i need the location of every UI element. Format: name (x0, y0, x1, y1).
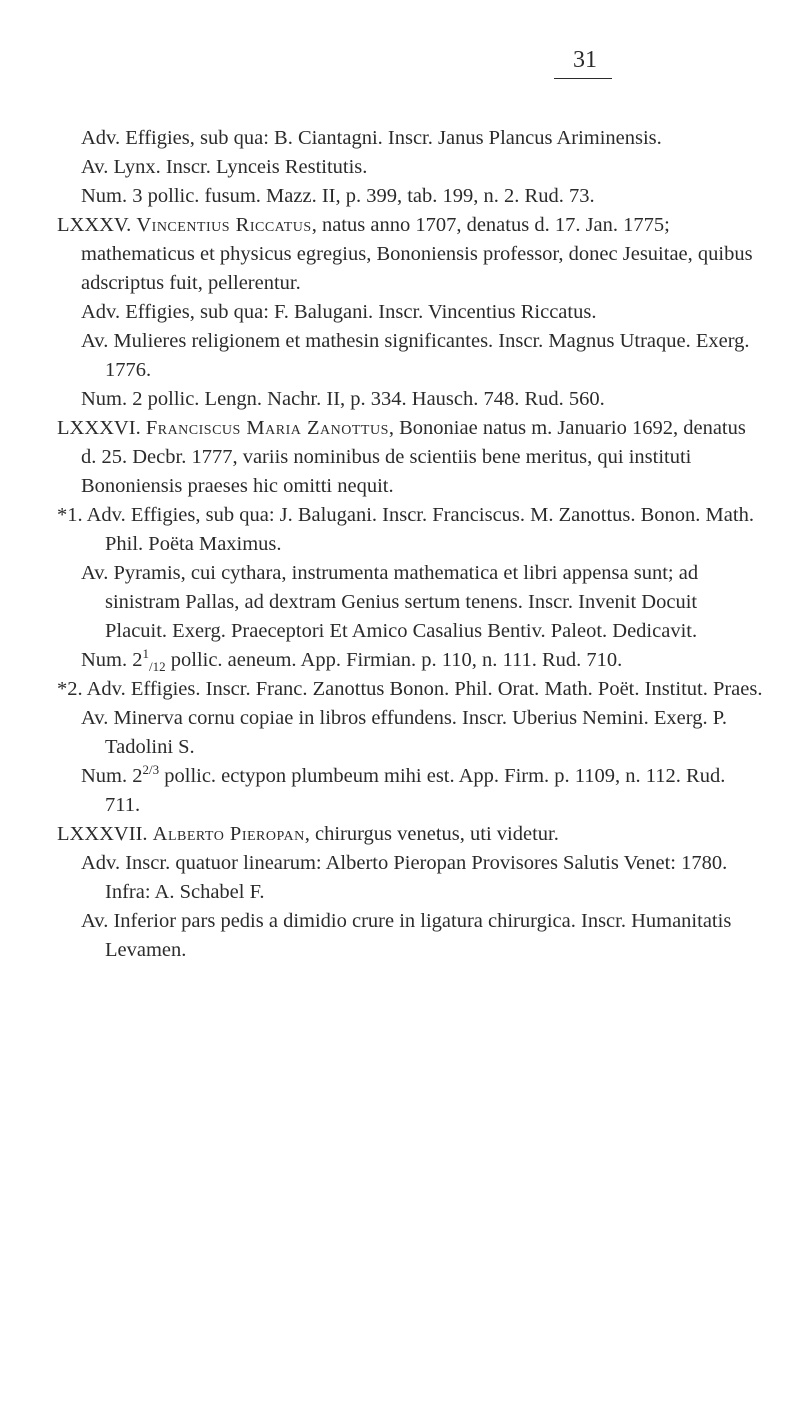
section-description: , chirurgus venetus, uti videtur. (304, 823, 559, 845)
entry-line: Num. 2 pollic. Lengn. Nachr. II, p. 334. Hausch. 748. Rud. 560. (81, 388, 605, 410)
entry-line: Adv. Effigies, sub qua: F. Balugani. Inscr. Vincentius Riccatus. (81, 301, 597, 323)
entry-line (0, 646, 764, 675)
section-person-name: Alberto Pieropan (152, 823, 305, 845)
entry-line: Av. Minerva cornu copiae in libros effundens. Inscr. Uberius Nemini. Exerg. P. Tadolini S. (81, 707, 727, 758)
section-description: , natus anno 1707, denatus d. 17. Jan. 1775; mathematicus et physicus egregius, Bononiensis professor, donec Jesuitae, quibus adscriptus fuit, pellerentur. (81, 214, 753, 294)
entry-text: Num. 2 (81, 765, 143, 787)
fraction-denominator: /12 (149, 659, 166, 675)
entry-text: Adv. Effigies. Inscr. Franc. Zanottus Bonon. Phil. Orat. Math. Poët. Institut. Praes. (86, 678, 763, 700)
entry-line: Adv. Effigies, sub qua: B. Ciantagni. Inscr. Janus Plancus Ariminensis. (81, 127, 662, 149)
entry-line: Num. 3 pollic. fusum. Mazz. II, p. 399, tab. 199, n. 2. Rud. 73. (81, 185, 595, 207)
entry-line: Av. Lynx. Inscr. Lynceis Restitutis. (81, 156, 368, 178)
page-number: 31 (573, 47, 597, 73)
section-heading (0, 414, 764, 501)
entry-number: *2. (57, 678, 83, 700)
section-number: LXXXV. (57, 214, 132, 236)
numbered-entry (0, 675, 764, 704)
page-body (0, 124, 800, 965)
section-heading (0, 820, 764, 849)
entry-line: Av. Pyramis, cui cythara, instrumenta mathematica et libri appensa sunt; ad sinistram Pallas, ad dextram Genius sertum tenens. Inscr. Invenit Docuit Placuit. Exerg. Praeceptori Et Amico Casalius Bentiv. Paleot. Dedicavit. (81, 562, 699, 642)
entry-text: Num. 2 (81, 649, 143, 671)
entry-number: *1. (57, 504, 83, 526)
entry-text: Adv. Effigies, sub qua: J. Balugani. Inscr. Franciscus. M. Zanottus. Bonon. Math. Phil. Poëta Maximus. (86, 504, 754, 555)
entry-line (0, 762, 764, 820)
section-number: LXXXVII. (57, 823, 148, 845)
entry-text: pollic. ectypon plumbeum mihi est. App. Firm. p. 1109, n. 112. Rud. 711. (105, 765, 726, 816)
entry-line: Av. Inferior pars pedis a dimidio crure in ligatura chirurgica. Inscr. Humanitatis Levamen. (81, 910, 732, 961)
entry-line: Adv. Inscr. quatuor linearum: Alberto Pieropan Provisores Salutis Venet: 1780. Infra: A. Schabel F. (81, 852, 728, 903)
numbered-entry (0, 501, 764, 559)
entry-text: pollic. aeneum. App. Firmian. p. 110, n. 111. Rud. 710. (165, 649, 623, 671)
page-number-rule (554, 78, 612, 79)
section-heading (0, 211, 764, 298)
section-description: , Bononiae natus m. Januario 1692, denatus d. 25. Decbr. 1777, variis nominibus de scientiis bene meritus, qui instituti Bononiensis praeses hic omitti nequit. (81, 417, 746, 497)
section-number: LXXXVI. (57, 417, 141, 439)
section-person-name: Franciscus Maria Zanottus (145, 417, 389, 439)
section-person-name: Vincentius Riccatus (136, 214, 312, 236)
fraction: 2/3 (142, 762, 160, 778)
fraction-numerator: 1 (142, 646, 149, 662)
entry-line: Av. Mulieres religionem et mathesin significantes. Inscr. Magnus Utraque. Exerg. 1776. (81, 330, 750, 381)
